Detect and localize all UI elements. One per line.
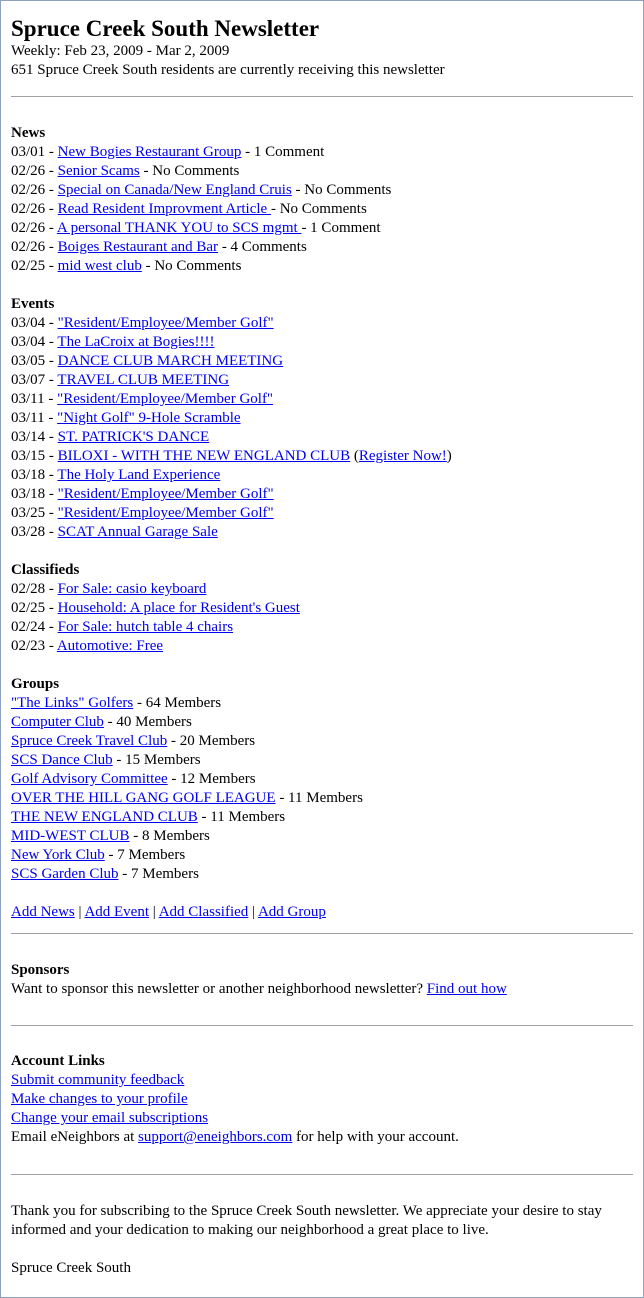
event-link[interactable]: "Night Golf" 9-Hole Scramble bbox=[57, 410, 241, 426]
classified-link[interactable]: Automotive: Free bbox=[56, 638, 164, 654]
separator: | bbox=[149, 904, 159, 920]
change-subscriptions-link[interactable]: Change your email subscriptions bbox=[11, 1110, 209, 1126]
group-link[interactable]: Computer Club bbox=[11, 714, 104, 730]
find-out-how-link[interactable]: Find out how bbox=[426, 981, 507, 997]
list-item bbox=[11, 333, 635, 352]
sponsors-heading: Sponsors bbox=[11, 962, 70, 978]
event-link[interactable]: "Resident/Employee/Member Golf" bbox=[57, 505, 274, 521]
event-date: 03/04 - bbox=[11, 315, 58, 331]
event-date: 03/11 - bbox=[11, 410, 58, 426]
list-item bbox=[11, 770, 635, 789]
events-heading: Events bbox=[11, 296, 55, 312]
classifieds-heading: Classifieds bbox=[11, 562, 80, 578]
events-section bbox=[11, 295, 635, 542]
news-meta: - No Comments bbox=[270, 201, 367, 217]
news-meta: - 4 Comments bbox=[218, 239, 307, 255]
list-item bbox=[11, 219, 635, 238]
add-group-link[interactable]: Add Group bbox=[257, 904, 326, 920]
group-meta: - 64 Members bbox=[133, 695, 222, 711]
separator: | bbox=[248, 904, 258, 920]
news-date: 02/26 - bbox=[11, 220, 57, 236]
news-heading: News bbox=[11, 125, 46, 141]
group-meta: - 12 Members bbox=[167, 771, 256, 787]
event-link[interactable]: The Holy Land Experience bbox=[57, 467, 221, 483]
newsletter-header bbox=[11, 16, 635, 80]
event-link[interactable]: "Resident/Employee/Member Golf" bbox=[57, 315, 274, 331]
classified-date: 02/24 - bbox=[11, 619, 58, 635]
account-heading: Account Links bbox=[11, 1053, 105, 1069]
sponsors-text-line bbox=[11, 980, 635, 999]
classified-date: 02/28 - bbox=[11, 581, 58, 597]
classified-link[interactable]: For Sale: hutch table 4 chairs bbox=[57, 619, 234, 635]
classified-date: 02/25 - bbox=[11, 600, 58, 616]
event-date: 03/05 - bbox=[11, 353, 58, 369]
event-link[interactable]: DANCE CLUB MARCH MEETING bbox=[57, 353, 284, 369]
sponsors-section bbox=[11, 961, 635, 999]
list-item bbox=[11, 257, 635, 276]
classifieds-list bbox=[11, 580, 635, 656]
group-link[interactable]: "The Links" Golfers bbox=[11, 695, 134, 711]
news-meta: - 1 Comment bbox=[241, 144, 325, 160]
group-link[interactable]: OVER THE HILL GANG GOLF LEAGUE bbox=[11, 790, 276, 806]
news-meta: - No Comments bbox=[139, 163, 240, 179]
list-item bbox=[11, 371, 635, 390]
event-date: 03/15 - bbox=[11, 448, 58, 464]
group-meta: - 20 Members bbox=[167, 733, 256, 749]
register-now-link[interactable]: Register Now! bbox=[358, 448, 447, 464]
list-item bbox=[11, 865, 635, 884]
news-link[interactable]: Read Resident Improvment Article bbox=[57, 201, 271, 217]
news-link[interactable]: Special on Canada/New England Cruis bbox=[57, 182, 292, 198]
email-suffix: for help with your account. bbox=[292, 1129, 459, 1145]
group-link[interactable]: Spruce Creek Travel Club bbox=[11, 733, 168, 749]
list-item bbox=[11, 428, 635, 447]
news-meta: - 1 Comment bbox=[301, 220, 381, 236]
paren-close: ) bbox=[446, 448, 452, 464]
email-prefix: Email eNeighbors at bbox=[11, 1129, 139, 1145]
list-item bbox=[11, 713, 635, 732]
list-item bbox=[11, 352, 635, 371]
event-link[interactable]: "Resident/Employee/Member Golf" bbox=[57, 391, 274, 407]
list-item bbox=[11, 732, 635, 751]
news-meta: - No Comments bbox=[141, 258, 242, 274]
list-item bbox=[11, 618, 635, 637]
group-meta: - 8 Members bbox=[129, 828, 210, 844]
news-section bbox=[11, 124, 635, 276]
add-news-link[interactable]: Add News bbox=[11, 904, 75, 920]
add-event-link[interactable]: Add Event bbox=[84, 904, 150, 920]
list-item bbox=[11, 200, 635, 219]
group-meta: - 15 Members bbox=[112, 752, 201, 768]
signature: Spruce Creek South bbox=[11, 1260, 131, 1276]
group-meta: - 11 Members bbox=[197, 809, 286, 825]
classified-link[interactable]: Household: A place for Resident's Guest bbox=[57, 600, 300, 616]
newsletter-title: Spruce Creek South Newsletter bbox=[11, 16, 320, 41]
list-item bbox=[11, 466, 635, 485]
groups-section bbox=[11, 675, 635, 884]
news-link[interactable]: New Bogies Restaurant Group bbox=[57, 144, 242, 160]
event-date: 03/18 - bbox=[11, 486, 58, 502]
email-help-line bbox=[11, 1128, 635, 1147]
event-link[interactable]: "Resident/Employee/Member Golf" bbox=[57, 486, 274, 502]
list-item bbox=[11, 808, 635, 827]
news-date: 02/26 - bbox=[11, 201, 58, 217]
group-link[interactable]: New York Club bbox=[11, 847, 105, 863]
add-classified-link[interactable]: Add Classified bbox=[158, 904, 249, 920]
newsletter bbox=[11, 16, 635, 1278]
group-meta: - 40 Members bbox=[103, 714, 192, 730]
event-date: 03/14 - bbox=[11, 429, 58, 445]
group-link[interactable]: THE NEW ENGLAND CLUB bbox=[11, 809, 198, 825]
separator: | bbox=[74, 904, 85, 920]
thank-you-text: Thank you for subscribing to the Spruce Creek South newsletter. We appreciate your desire to stay informed and your dedication to making our neighborhood a great place to live. bbox=[11, 1203, 602, 1238]
news-date: 02/25 - bbox=[11, 258, 58, 274]
event-date: 03/28 - bbox=[11, 524, 58, 540]
news-date: 03/01 - bbox=[11, 144, 58, 160]
footer bbox=[11, 1202, 635, 1278]
group-link[interactable]: Golf Advisory Committee bbox=[11, 771, 168, 787]
list-item bbox=[11, 314, 635, 333]
list-item bbox=[11, 238, 635, 257]
sponsors-text: Want to sponsor this newsletter or another neighborhood newsletter? bbox=[11, 981, 427, 997]
news-link[interactable]: A personal THANK YOU to SCS mgmt bbox=[56, 220, 302, 236]
classified-link[interactable]: For Sale: casio keyboard bbox=[57, 581, 207, 597]
news-link[interactable]: Boiges Restaurant and Bar bbox=[57, 239, 219, 255]
event-date: 03/04 - bbox=[11, 334, 58, 350]
group-link[interactable]: SCS Dance Club bbox=[11, 752, 113, 768]
news-date: 02/26 - bbox=[11, 239, 58, 255]
group-meta: - 11 Members bbox=[275, 790, 363, 806]
paren-open: ( bbox=[350, 448, 359, 464]
list-item bbox=[11, 846, 635, 865]
list-item bbox=[11, 485, 635, 504]
list-item bbox=[11, 599, 635, 618]
list-item bbox=[11, 637, 635, 656]
add-links bbox=[11, 903, 635, 922]
classifieds-section bbox=[11, 561, 635, 656]
group-meta: - 7 Members bbox=[104, 847, 186, 863]
news-link[interactable]: Senior Scams bbox=[57, 163, 140, 179]
event-date: 03/18 - bbox=[11, 467, 58, 483]
list-item bbox=[11, 162, 635, 181]
list-item bbox=[11, 827, 635, 846]
events-list bbox=[11, 314, 635, 447]
list-item bbox=[11, 751, 635, 770]
group-meta: - 7 Members bbox=[118, 866, 199, 882]
news-date: 02/26 - bbox=[11, 182, 58, 198]
event-link[interactable]: BILOXI - WITH THE NEW ENGLAND CLUB bbox=[57, 448, 351, 464]
support-email-link[interactable]: support@eneighbors.com bbox=[138, 1129, 293, 1145]
groups-list bbox=[11, 694, 635, 884]
group-link[interactable]: SCS Garden Club bbox=[11, 866, 119, 882]
event-date: 03/25 - bbox=[11, 505, 58, 521]
news-date: 02/26 - bbox=[11, 163, 58, 179]
events-list-continued bbox=[11, 466, 635, 542]
list-item bbox=[11, 143, 635, 162]
list-item bbox=[11, 789, 635, 808]
change-profile-link[interactable]: Make changes to your profile bbox=[11, 1091, 188, 1107]
news-link[interactable]: mid west club bbox=[57, 258, 142, 274]
classified-date: 02/23 - bbox=[11, 638, 57, 654]
news-meta: - No Comments bbox=[291, 182, 392, 198]
list-item bbox=[11, 390, 635, 409]
list-item bbox=[11, 409, 635, 428]
event-link[interactable]: The LaCroix at Bogies!!!! bbox=[57, 334, 215, 350]
event-link[interactable]: ST. PATRICK'S DANCE bbox=[57, 429, 210, 445]
event-date: 03/11 - bbox=[11, 391, 58, 407]
list-item bbox=[11, 504, 635, 523]
list-item bbox=[11, 523, 635, 542]
news-list bbox=[11, 143, 635, 276]
list-item bbox=[11, 447, 635, 466]
event-link[interactable]: SCAT Annual Garage Sale bbox=[57, 524, 218, 540]
submit-feedback-link[interactable]: Submit community feedback bbox=[11, 1072, 185, 1088]
groups-heading: Groups bbox=[11, 676, 60, 692]
list-item bbox=[11, 181, 635, 200]
group-link[interactable]: MID-WEST CLUB bbox=[11, 828, 130, 844]
list-item bbox=[11, 580, 635, 599]
list-item bbox=[11, 694, 635, 713]
newsletter-dates: Weekly: Feb 23, 2009 - Mar 2, 2009 bbox=[11, 43, 230, 59]
account-section bbox=[11, 1052, 635, 1147]
subscriber-count: 651 Spruce Creek South residents are currently receiving this newsletter bbox=[11, 62, 445, 78]
event-link[interactable]: TRAVEL CLUB MEETING bbox=[57, 372, 230, 388]
event-date: 03/07 - bbox=[11, 372, 58, 388]
